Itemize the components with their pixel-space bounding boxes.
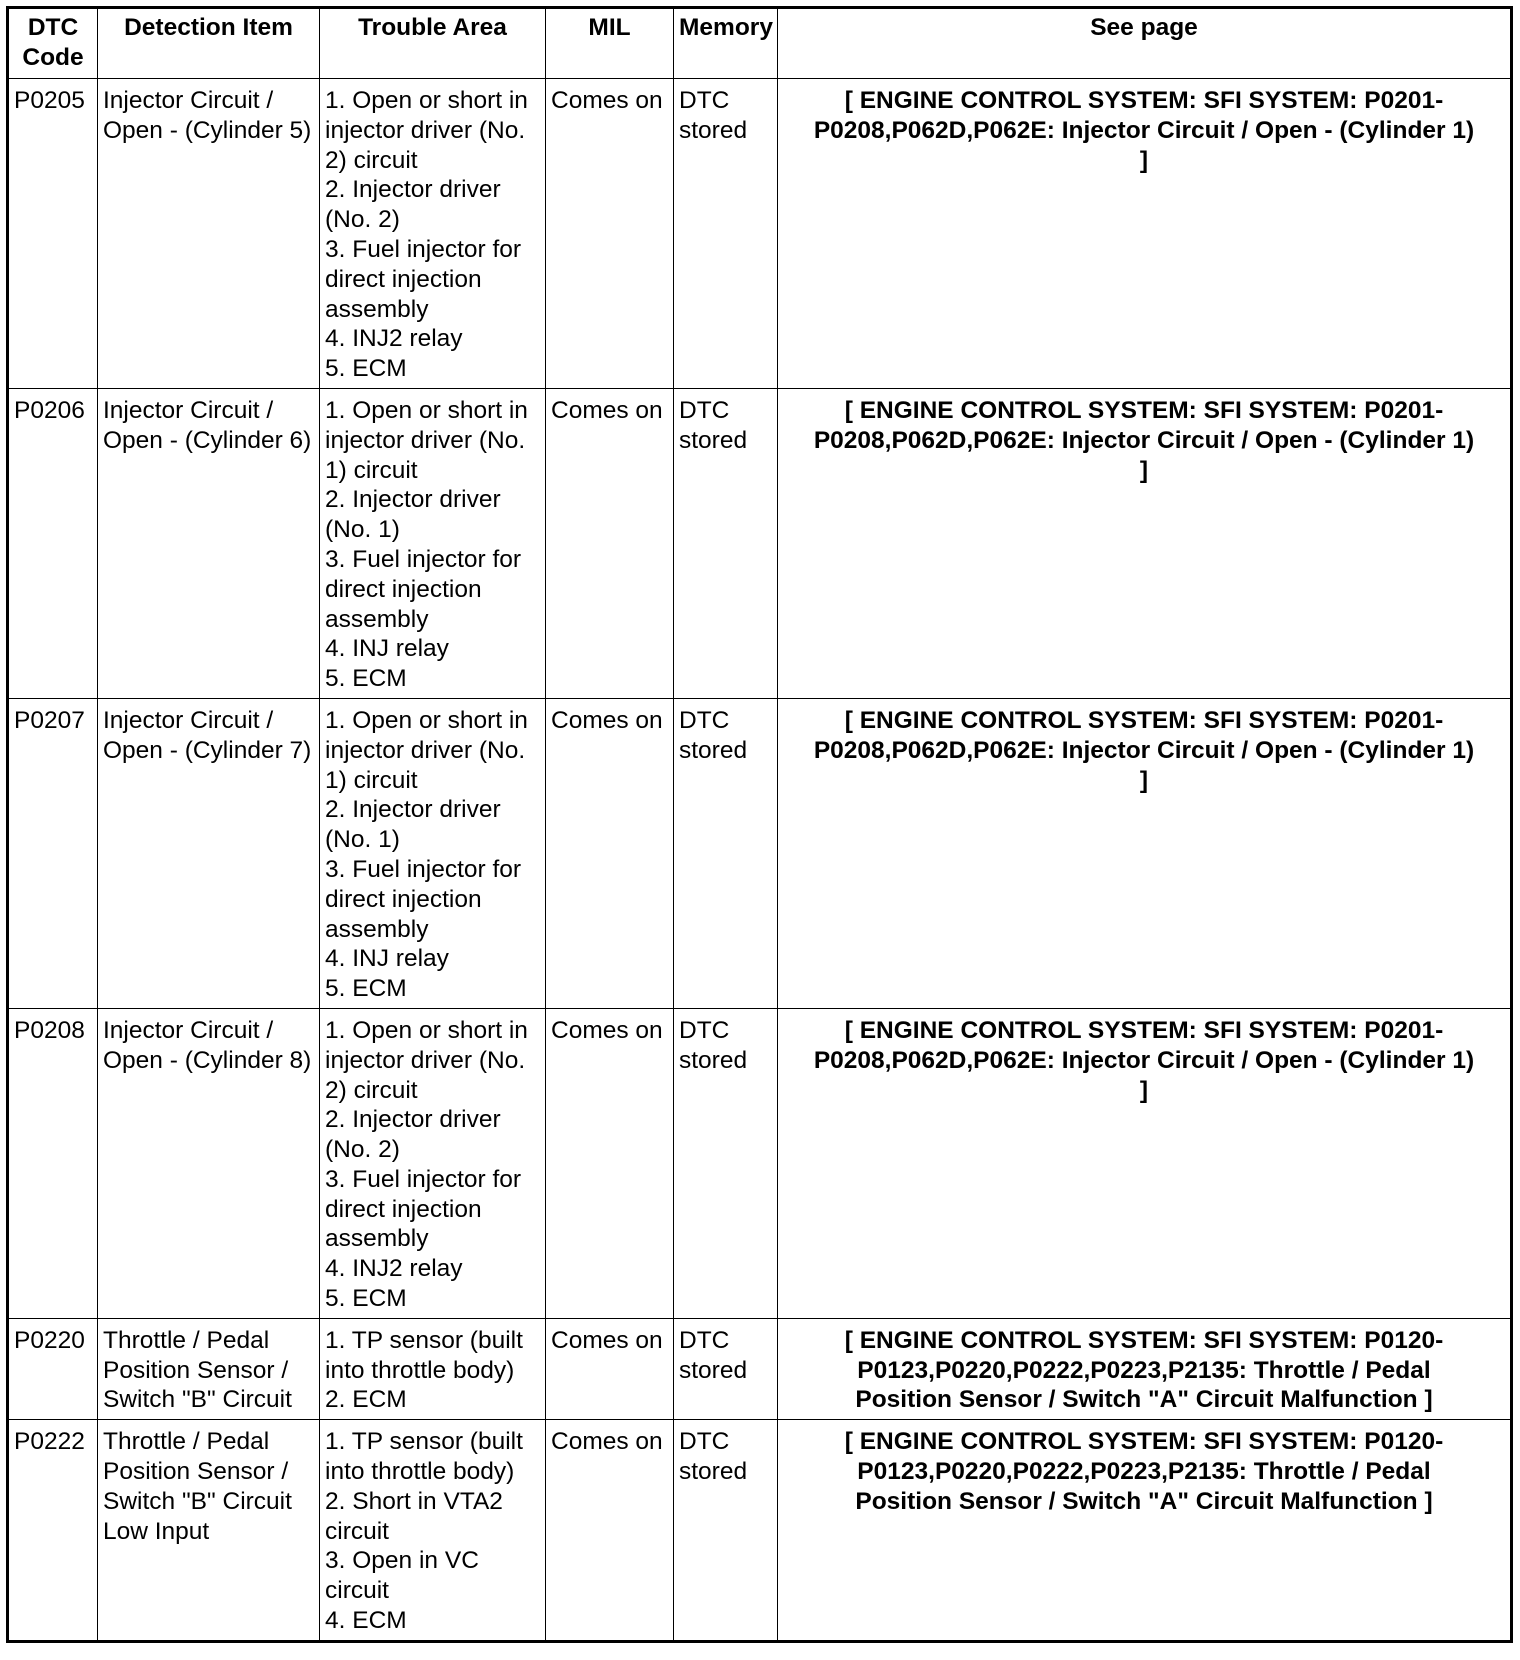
detection-item-cell: Injector Circuit / Open - (Cylinder 8) — [98, 1008, 320, 1318]
trouble-area-line: 3. Fuel injector for direct injection assembly — [325, 235, 522, 323]
header-trouble-area: Trouble Area — [320, 8, 546, 79]
table-row — [8, 1008, 1512, 1318]
header-dtc-code: DTC Code — [8, 8, 98, 79]
memory-cell: DTC stored — [674, 1420, 778, 1642]
header-row — [8, 8, 1512, 79]
dtc-code-cell: P0206 — [8, 388, 98, 698]
trouble-area-line: 5. ECM — [325, 975, 407, 1003]
table-row — [8, 388, 1512, 698]
trouble-area-line: 1. Open or short in injector driver (No. 2) circuit — [325, 87, 528, 174]
see-page-cell: [ ENGINE CONTROL SYSTEM: SFI SYSTEM: P0201-P0208,P062D,P062E: Injector Circuit / Open - (Cylinder 1) ] — [778, 1008, 1512, 1318]
trouble-area-line: 2. Short in VTA2 circuit — [325, 1487, 503, 1545]
dtc-code-cell: P0207 — [8, 698, 98, 1008]
mil-cell: Comes on — [546, 1420, 674, 1642]
trouble-area-line: 5. ECM — [325, 665, 407, 693]
trouble-area-line: 2. Injector driver (No. 1) — [325, 486, 501, 544]
trouble-area-cell — [320, 698, 546, 1008]
header-see-page: See page — [778, 8, 1512, 79]
header-detection-item: Detection Item — [98, 8, 320, 79]
dtc-code-cell: P0205 — [8, 79, 98, 389]
see-page-cell: [ ENGINE CONTROL SYSTEM: SFI SYSTEM: P0201-P0208,P062D,P062E: Injector Circuit / Open - (Cylinder 1) ] — [778, 79, 1512, 389]
see-page-cell: [ ENGINE CONTROL SYSTEM: SFI SYSTEM: P0201-P0208,P062D,P062E: Injector Circuit / Open - (Cylinder 1) ] — [778, 388, 1512, 698]
trouble-area-line: 3. Fuel injector for direct injection assembly — [325, 1165, 522, 1253]
trouble-area-cell — [320, 388, 546, 698]
table-row — [8, 698, 1512, 1008]
mil-cell: Comes on — [546, 79, 674, 389]
dtc-code-cell: P0222 — [8, 1420, 98, 1642]
trouble-area-line: 4. INJ2 relay — [325, 1255, 463, 1283]
trouble-area-cell — [320, 1318, 546, 1419]
memory-cell: DTC stored — [674, 1008, 778, 1318]
trouble-area-line: 2. Injector driver (No. 2) — [325, 176, 501, 234]
trouble-area-line: 1. Open or short in injector driver (No. 1) circuit — [325, 706, 528, 794]
memory-cell: DTC stored — [674, 388, 778, 698]
mil-cell: Comes on — [546, 698, 674, 1008]
trouble-area-line: 4. ECM — [325, 1607, 407, 1635]
dtc-code-cell: P0208 — [8, 1008, 98, 1318]
trouble-area-line: 2. Injector driver (No. 1) — [325, 796, 501, 854]
trouble-area-line: 5. ECM — [325, 1285, 407, 1313]
table-row — [8, 1318, 1512, 1419]
trouble-area-line: 4. INJ2 relay — [325, 325, 463, 353]
trouble-area-line: 1. TP sensor (built into throttle body) — [325, 1428, 523, 1486]
trouble-area-line: 2. Injector driver (No. 2) — [325, 1106, 501, 1164]
table-body — [8, 79, 1512, 1642]
mil-cell: Comes on — [546, 1008, 674, 1318]
mil-cell: Comes on — [546, 1318, 674, 1419]
see-page-cell: [ ENGINE CONTROL SYSTEM: SFI SYSTEM: P0120-P0123,P0220,P0222,P0223,P2135: Throttle / Pedal Position Sensor / Switch "A" Circuit Malfunction ] — [778, 1318, 1512, 1419]
header-mil: MIL — [546, 8, 674, 79]
trouble-area-line: 5. ECM — [325, 355, 407, 383]
trouble-area-line: 4. INJ relay — [325, 635, 449, 663]
detection-item-cell: Injector Circuit / Open - (Cylinder 6) — [98, 388, 320, 698]
trouble-area-line: 1. Open or short in injector driver (No. 2) circuit — [325, 1016, 528, 1104]
trouble-area-line: 2. ECM — [325, 1386, 407, 1414]
trouble-area-cell — [320, 1420, 546, 1642]
dtc-code-cell: P0220 — [8, 1318, 98, 1419]
see-page-cell: [ ENGINE CONTROL SYSTEM: SFI SYSTEM: P0201-P0208,P062D,P062E: Injector Circuit / Open - (Cylinder 1) ] — [778, 698, 1512, 1008]
trouble-area-line: 3. Open in VC circuit — [325, 1547, 479, 1605]
trouble-area-line: 1. Open or short in injector driver (No. 1) circuit — [325, 396, 528, 484]
trouble-area-line: 3. Fuel injector for direct injection assembly — [325, 545, 522, 633]
header-memory: Memory — [674, 8, 778, 79]
trouble-area-line: 1. TP sensor (built into throttle body) — [325, 1326, 523, 1384]
detection-item-cell: Throttle / Pedal Position Sensor / Switch "B" Circuit — [98, 1318, 320, 1419]
table-row — [8, 1420, 1512, 1642]
table-header — [8, 8, 1512, 79]
trouble-area-line: 3. Fuel injector for direct injection assembly — [325, 855, 522, 943]
memory-cell: DTC stored — [674, 1318, 778, 1419]
trouble-area-cell — [320, 79, 546, 389]
table-row — [8, 79, 1512, 389]
detection-item-cell: Injector Circuit / Open - (Cylinder 5) — [98, 79, 320, 389]
detection-item-cell: Injector Circuit / Open - (Cylinder 7) — [98, 698, 320, 1008]
trouble-area-line: 4. INJ relay — [325, 945, 449, 973]
see-page-cell: [ ENGINE CONTROL SYSTEM: SFI SYSTEM: P0120-P0123,P0220,P0222,P0223,P2135: Throttle / Pedal Position Sensor / Switch "A" Circuit Malfunction ] — [778, 1420, 1512, 1642]
trouble-area-cell — [320, 1008, 546, 1318]
memory-cell: DTC stored — [674, 79, 778, 389]
detection-item-cell: Throttle / Pedal Position Sensor / Switch "B" Circuit Low Input — [98, 1420, 320, 1642]
mil-cell: Comes on — [546, 388, 674, 698]
dtc-table — [6, 6, 1513, 1643]
memory-cell: DTC stored — [674, 698, 778, 1008]
